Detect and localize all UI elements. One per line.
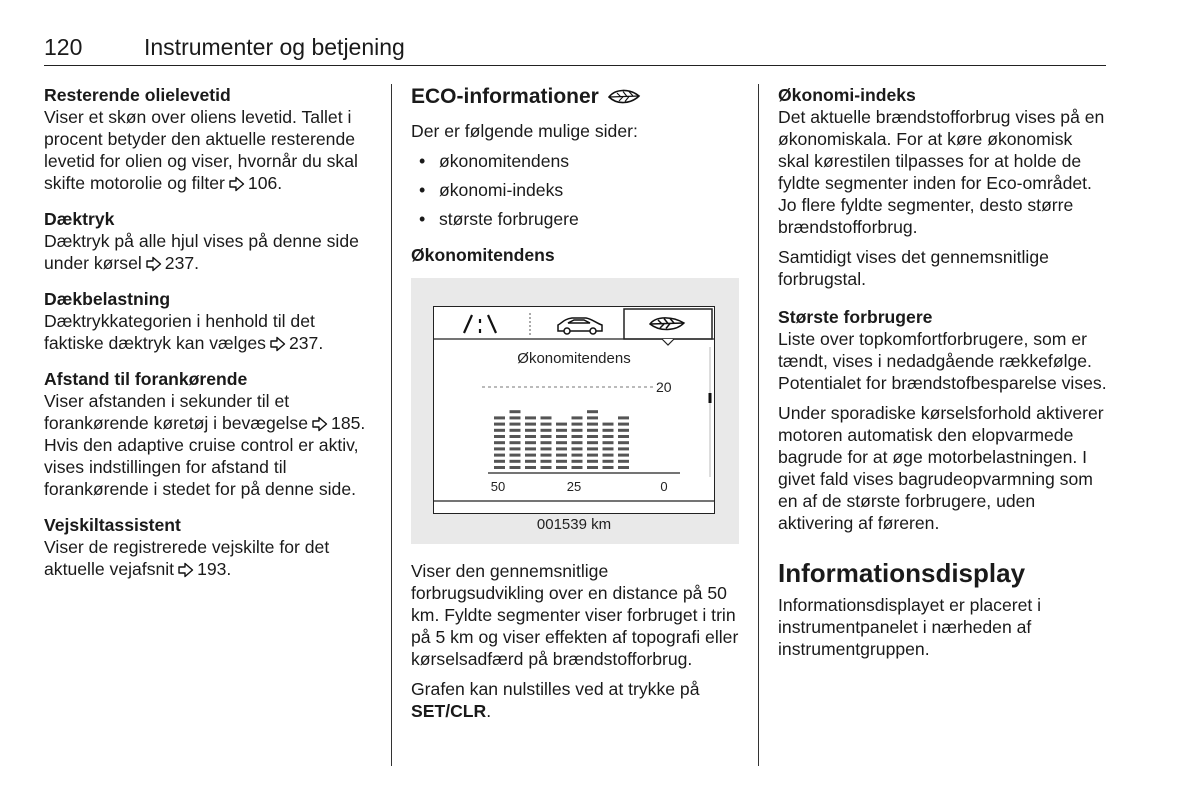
bar-segment (494, 454, 505, 457)
paragraph: Informationsdisplayet er placeret i instrumentpanelet i nærheden af instrumentgruppen. (778, 595, 1042, 659)
section-tire-pressure (44, 208, 372, 274)
bar-segment (618, 423, 629, 426)
section-text: Viser de registrerede vejskilte for det aktuelle vejafsnit 193. (44, 537, 330, 579)
column-middle (411, 84, 741, 730)
section-heading: Dækbelastning (44, 289, 171, 309)
bar-segment (618, 416, 629, 419)
bar-segment (541, 454, 552, 457)
bar-segment (494, 460, 505, 463)
page-reference-icon (312, 416, 328, 432)
section-tire-load (44, 288, 372, 354)
bar-segment (525, 441, 536, 444)
bar-segment (525, 454, 536, 457)
column-right (778, 84, 1108, 668)
bar-segment (603, 435, 614, 438)
car-icon (558, 318, 602, 334)
bar-segment (603, 454, 614, 457)
bar-segment (510, 454, 521, 457)
bar-segment (494, 435, 505, 438)
section-heading-economy-index: Økonomi-indeks (778, 85, 916, 105)
page-reference[interactable]: 193. (197, 559, 232, 579)
bar-segment (556, 447, 567, 450)
section-following-distance (44, 368, 372, 500)
section-text: Viser et skøn over oliens levetid. Tallet i procent betyder den aktuelle resterende levetid for olien og viser, hvornår du skal skifte motorolie og filter 106. (44, 107, 358, 193)
display-illustration (411, 278, 739, 544)
bar-segment (525, 460, 536, 463)
page-reference-icon (146, 256, 162, 272)
bar-segment (618, 447, 629, 450)
list-item: • største forbrugere (411, 208, 741, 230)
odometer-reading: 001539 km (536, 516, 612, 533)
chapter-title: Instrumenter og betjening (144, 34, 405, 60)
bar-segment (494, 429, 505, 432)
page-list (411, 150, 741, 230)
bar-segment (618, 460, 629, 463)
bar-segment (510, 466, 521, 469)
bar-segment (510, 416, 521, 419)
bar-segment (541, 447, 552, 450)
column-divider (391, 84, 392, 766)
page-number: 120 (44, 34, 83, 60)
paragraph-trend-description: Viser den gennemsnitlige forbrugsudvikling over en distance på 50 km. Fyldte segmenter viser forbruget i trin på 5 km og viser effekten af topografi eller kørselsadfærd på brændstofforbrug. (411, 561, 739, 669)
scale-top-label: 20 (656, 379, 672, 395)
bar-segment (510, 435, 521, 438)
bar-segment (525, 423, 536, 426)
bar-segment (618, 429, 629, 432)
bar-segment (587, 466, 598, 469)
bar-segment (572, 429, 583, 432)
bar-segment (494, 447, 505, 450)
bar-segment (494, 441, 505, 444)
page-reference-icon (178, 562, 194, 578)
bar-segment (587, 441, 598, 444)
bar-segment (572, 416, 583, 419)
page-reference[interactable]: 106. (247, 173, 283, 193)
bar-segment (494, 423, 505, 426)
bar-segment (525, 435, 536, 438)
page-reference[interactable]: 237. (164, 253, 200, 273)
bar-segment (572, 466, 583, 469)
bar-segment (587, 454, 598, 457)
bar-segment (541, 423, 552, 426)
bar-segment (618, 466, 629, 469)
section-text: Dæktrykkategorien i henhold til det faktiske dæktryk kan vælges 237. (44, 311, 324, 353)
section-text: Viser afstanden i sekunder til et forankørende køretøj i bevægelse 185. Hvis den adaptive cruise control er aktiv, vises indstillingen for afstand til forankørende i stedet for på denne side. (44, 391, 366, 499)
bar-segment (572, 435, 583, 438)
bar-segment (603, 429, 614, 432)
page-reference-icon (229, 176, 245, 192)
bar-segment (510, 441, 521, 444)
bar-segment (541, 416, 552, 419)
paragraph: Under sporadiske kørselsforhold aktiverer motoren automatisk den elopvarmede bagrude for at øge motorbelastningen. I givet fald vises bagrudeopvarmning som en af de største forbrugere, uden aktivering af føreren. (778, 403, 1104, 533)
bar-segment (572, 423, 583, 426)
intro-text: Der er følgende mulige sider: (411, 121, 638, 141)
bar-segment (572, 460, 583, 463)
bar-segment (494, 466, 505, 469)
section-heading: Resterende olielevetid (44, 85, 231, 105)
section-title-eco: ECO-informationer (411, 84, 741, 110)
section-heading-top-consumers: Største forbrugere (778, 307, 933, 327)
bar-segment (525, 466, 536, 469)
column-left (44, 84, 372, 594)
bar-segment (556, 454, 567, 457)
bar-segment (587, 447, 598, 450)
button-label-set-clr: SET/CLR (411, 701, 487, 721)
bar-segment (587, 416, 598, 419)
display-graphic (434, 307, 714, 533)
section-text: Dæktryk på alle hjul vises på denne side under kørsel 237. (44, 231, 359, 273)
page-reference[interactable]: 237. (288, 333, 324, 353)
page-reference-icon (270, 336, 286, 352)
bar-segment (603, 447, 614, 450)
bar-segment (603, 423, 614, 426)
display-title: Økonomitendens (517, 350, 631, 367)
display-screen (433, 306, 715, 533)
bar-segment (525, 447, 536, 450)
bar-segment (618, 454, 629, 457)
bar-segment (587, 429, 598, 432)
bar-segment (556, 435, 567, 438)
bar-segment (603, 466, 614, 469)
bar-segment (556, 466, 567, 469)
list-item: • økonomitendens (411, 150, 741, 172)
heading-information-display: Informationsdisplay (778, 558, 1026, 588)
x-label-25: 25 (566, 479, 582, 494)
x-label-0: 0 (660, 479, 668, 494)
display-scrollbar-thumb (709, 393, 712, 403)
paragraph: Det aktuelle brændstofforbrug vises på en økonomiskala. For at køre økonomisk skal kørestilen tilpasses for at holde de fyldte segmenter inden for Eco-området. Jo flere fyldte segmenter, desto større brændstofforbrug. (778, 107, 1105, 237)
bar-segment (587, 410, 598, 413)
eco-tab-leaf-icon (650, 318, 684, 330)
paragraph-reset: Grafen kan nulstilles ved at trykke på SET/CLR. (411, 679, 700, 721)
bar-segment (541, 460, 552, 463)
paragraph: Liste over topkomfortforbrugere, som er tændt, vises i nedadgående rækkefølge. Potentialet for brændstofbesparelse vises. (778, 329, 1107, 393)
bar-segment (510, 410, 521, 413)
bar-segment (541, 429, 552, 432)
bar-segment (587, 435, 598, 438)
bar-segment (541, 441, 552, 444)
tab-pointer (662, 339, 674, 345)
subheading-economy-trend: Økonomitendens (411, 245, 555, 265)
bar-segment (510, 423, 521, 426)
section-sign-assist (44, 514, 372, 580)
bar-segment (525, 416, 536, 419)
bar-segment (494, 416, 505, 419)
bar-segment (541, 466, 552, 469)
section-heading: Afstand til forankørende (44, 369, 248, 389)
bar-segment (603, 460, 614, 463)
bar-segment (603, 441, 614, 444)
page-reference[interactable]: 185. (331, 413, 366, 433)
bar-segment (525, 429, 536, 432)
bar-segment (572, 447, 583, 450)
bar-segment (510, 447, 521, 450)
bar-segment (618, 435, 629, 438)
page-header (44, 34, 1106, 66)
bar-segment (572, 454, 583, 457)
bar-segment (510, 429, 521, 432)
paragraph: Samtidigt vises det gennemsnitlige forbrugstal. (778, 247, 1049, 289)
bar-segment (556, 429, 567, 432)
bar-segment (556, 423, 567, 426)
section-heading: Vejskiltassistent (44, 515, 181, 535)
x-label-50: 50 (490, 479, 506, 494)
section-heading: Dæktryk (44, 209, 115, 229)
consumption-bars (494, 410, 629, 469)
section-oil-life (44, 84, 372, 194)
bar-segment (510, 460, 521, 463)
bar-segment (587, 460, 598, 463)
bar-segment (587, 423, 598, 426)
bar-segment (556, 441, 567, 444)
column-divider (758, 84, 759, 766)
eco-leaf-icon (607, 87, 641, 107)
bar-segment (541, 435, 552, 438)
list-item: • økonomi-indeks (411, 179, 741, 201)
lane-assist-icon (464, 315, 496, 333)
bar-segment (572, 441, 583, 444)
bar-segment (556, 460, 567, 463)
bar-segment (618, 441, 629, 444)
